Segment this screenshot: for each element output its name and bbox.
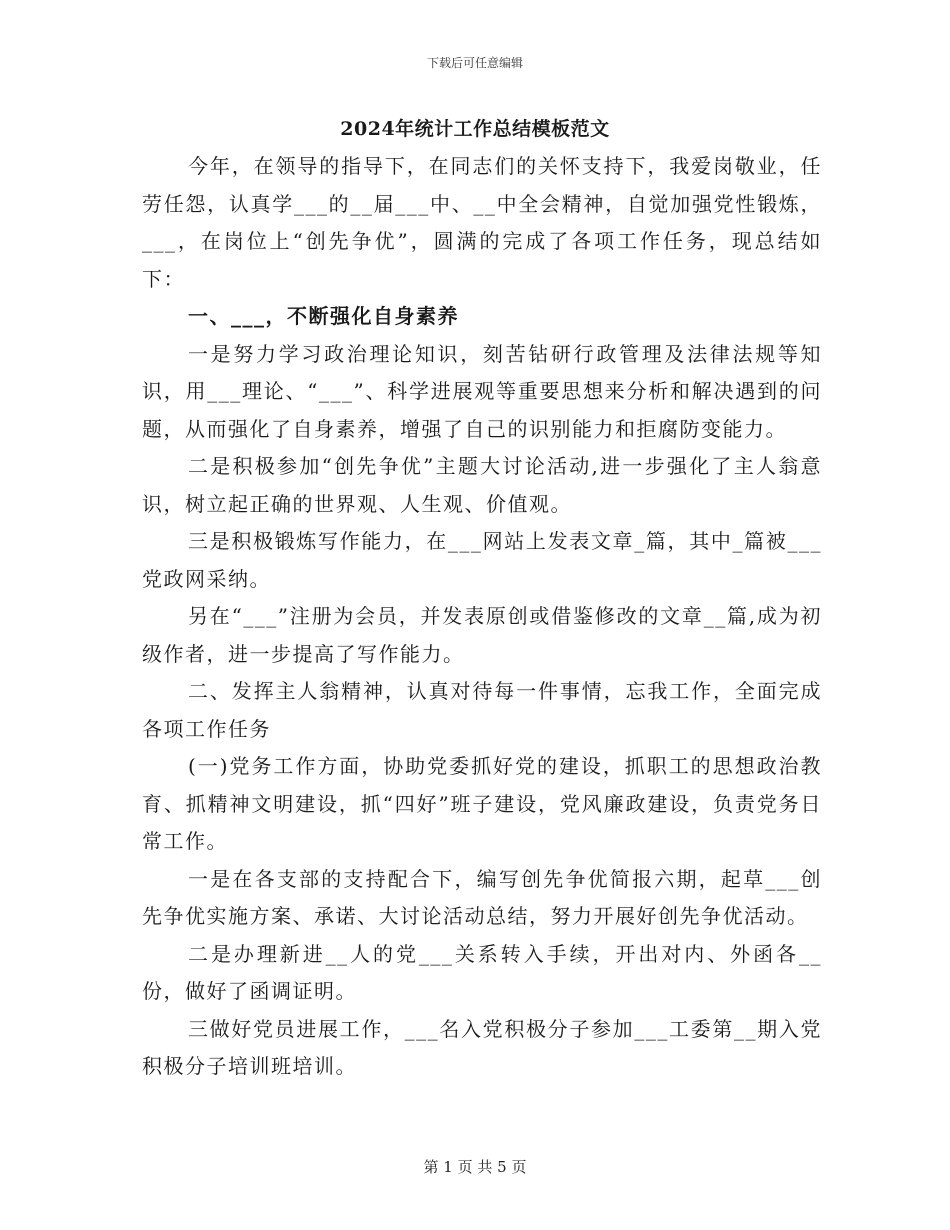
body-paragraph: 二是积极参加“创先争优”主题大讨论活动,进一步强化了主人翁意识，树立起正确的世界观、人生观、价值观。 — [142, 454, 822, 516]
body-paragraph: 三做好党员进展工作，___名入党积极分子参加___工委第__期入党积极分子培训班培训。 — [142, 1016, 822, 1078]
intro-paragraph: 今年，在领导的指导下，在同志们的关怀支持下，我爱岗敬业，任劳任怨，认真学___的__届___中、__中全会精神，自觉加强党性锻炼，___，在岗位上“创先争优”，圆满的完成了各项工作任务，现总结如下： — [142, 154, 822, 291]
document-title: 2024年统计工作总结模板范文 — [340, 118, 610, 140]
page-number-footer: 第 1 页 共 5 页 — [423, 1158, 527, 1176]
body-paragraph: 二是办理新进__人的党___关系转入手续，开出对内、外函各__份，做好了函调证明。 — [142, 941, 822, 1003]
page-header-note: 下载后可任意编辑 — [426, 56, 523, 70]
body-paragraph: 另在“___”注册为会员，并发表原创或借鉴修改的文章__篇,成为初级作者，进一步提高了写作能力。 — [142, 604, 822, 666]
section-heading-2: 二、发挥主人翁精神，认真对待每一件事情，忘我工作，全面完成各项工作任务 — [142, 679, 822, 741]
body-paragraph: 一是在各支部的支持配合下，编写创先争优简报六期，起草___创先争优实施方案、承诺、大讨论活动总结，努力开展好创先争优活动。 — [142, 866, 822, 928]
section-heading-1: 一、___，不断强化自身素养 — [188, 304, 459, 328]
subsection-paragraph: (一)党务工作方面，协助党委抓好党的建设，抓职工的思想政治教育、抓精神文明建设，抓“四好”班子建设，党风廉政建设，负责党务日常工作。 — [142, 754, 822, 853]
body-paragraph: 三是积极锻炼写作能力，在___网站上发表文章_篇，其中_篇被___党政网采纳。 — [142, 529, 822, 591]
document-body — [142, 148, 822, 1086]
body-paragraph: 一是努力学习政治理论知识，刻苦钻研行政管理及法律法规等知识，用___理论、“___”、科学进展观等重要思想来分析和解决遇到的问题，从而强化了自身素养，增强了自己的识别能力和拒腐防变能力。 — [142, 341, 822, 441]
